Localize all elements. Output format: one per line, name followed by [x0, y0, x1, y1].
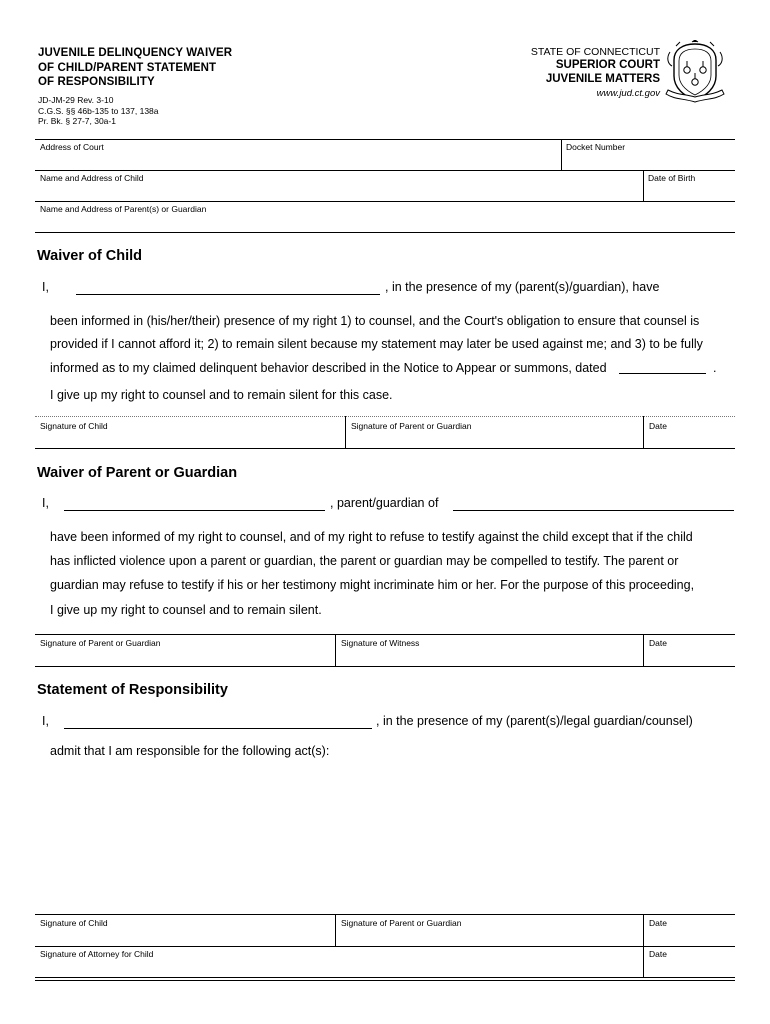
- waiver-child-line-3: informed as to my claimed delinquent behavior described in the Notice to Appear or summons, dated: [50, 361, 607, 375]
- info-bottom-rule: [35, 232, 735, 233]
- child-date-field[interactable]: Date: [649, 421, 667, 431]
- statement-parent-signature-field[interactable]: Signature of Parent or Guardian: [341, 918, 462, 928]
- acts-textarea[interactable]: [50, 766, 734, 912]
- state-name: STATE OF CONNECTICUT: [530, 46, 660, 58]
- waiver-parent-heading: Waiver of Parent or Guardian: [37, 465, 238, 481]
- waiver-parent-i: I,: [42, 496, 49, 510]
- waiver-parent-line-3: guardian may refuse to testify if his or her testimony might incriminate him or her. For the purpose of this proceeding,: [50, 578, 695, 592]
- date-of-birth-field[interactable]: Date of Birth: [648, 173, 696, 183]
- child-sig-divider-2: [643, 416, 644, 448]
- waiver-parent-of: , parent/guardian of: [330, 496, 439, 510]
- waiver-child-i: I,: [42, 280, 49, 294]
- statement-sig-divider-2: [643, 914, 644, 977]
- waiver-parent-line-2: has inflicted violence upon a parent or guardian, the parent or guardian may be compelled to testify. The parent or: [50, 554, 679, 568]
- child-sig-divider-1: [345, 416, 346, 448]
- statement-date-field-1[interactable]: Date: [649, 918, 667, 928]
- division-name: JUVENILE MATTERS: [545, 72, 660, 85]
- child-name-input[interactable]: [76, 294, 380, 295]
- waiver-child-period: .: [713, 361, 717, 375]
- form-meta: [38, 95, 159, 127]
- form-id: JD-JM-29 Rev. 3-10: [38, 95, 114, 105]
- parent-date-field[interactable]: Date: [649, 638, 667, 648]
- practice-book: Pr. Bk. § 27-7, 30a-1: [38, 116, 116, 126]
- child-sig-bottom-rule: [35, 448, 735, 449]
- statutes: C.G.S. §§ 46b-135 to 137, 138a: [38, 105, 159, 116]
- form-title-line-1: JUVENILE DELINQUENCY WAIVER: [38, 47, 233, 59]
- court-heading: [531, 46, 660, 101]
- waiver-child-line-1: been informed in (his/her/their) presence of my right 1) to counsel, and the Court's obligation to ensure that counsel is: [50, 314, 700, 328]
- statement-double-rule: [35, 980, 735, 981]
- waiver-child-line-4: I give up my right to counsel and to remain silent for this case.: [50, 388, 393, 402]
- waiver-parent-line-1: have been informed of my right to counsel, and of my right to refuse to testify against the child except that if the child: [50, 530, 693, 544]
- parent-sig-divider-2: [643, 634, 644, 666]
- statement-admit: admit that I am responsible for the following act(s):: [50, 744, 330, 758]
- address-of-court-field[interactable]: Address of Court: [40, 142, 104, 152]
- waiver-child-line-2: provided if I cannot afford it; 2) to remain silent because my statement may later be used against me; and 3) to be fully: [50, 337, 703, 351]
- child-signature-field[interactable]: Signature of Child: [40, 421, 108, 431]
- statement-heading: Statement of Responsibility: [37, 682, 228, 698]
- parent-sig-top-rule: [35, 634, 735, 635]
- statement-sig-mid-rule: [35, 946, 735, 947]
- parent-name-input[interactable]: [64, 510, 325, 511]
- website[interactable]: www.jud.ct.gov: [596, 88, 660, 99]
- waiver-parent-line-4: I give up my right to counsel and to remain silent.: [50, 603, 322, 617]
- statement-date-field-2[interactable]: Date: [649, 949, 667, 959]
- statement-sig-top-rule: [35, 914, 735, 915]
- attorney-signature-field[interactable]: Signature of Attorney for Child: [40, 949, 154, 959]
- waiver-child-heading: Waiver of Child: [37, 248, 142, 264]
- child-sig-top-rule: [35, 416, 735, 417]
- info-divider-docket: [561, 139, 562, 170]
- info-top-rule: [35, 139, 735, 140]
- parent-signature-field[interactable]: Signature of Parent or Guardian: [40, 638, 161, 648]
- statement-child-signature-field[interactable]: Signature of Child: [40, 918, 108, 928]
- form-title-line-2: OF CHILD/PARENT STATEMENT: [38, 61, 217, 74]
- ct-state-seal-icon: [662, 40, 728, 106]
- docket-number-field[interactable]: Docket Number: [566, 142, 626, 152]
- form-title-line-3: OF RESPONSIBILITY: [38, 76, 155, 88]
- form-title: [38, 46, 232, 90]
- parent-sig-divider-1: [335, 634, 336, 666]
- info-divider-dob: [643, 170, 644, 201]
- statement-sig-bottom-rule: [35, 977, 735, 978]
- waiver-child-presence: , in the presence of my (parent(s)/guardian), have: [385, 280, 660, 294]
- statement-presence: , in the presence of my (parent(s)/legal guardian/counsel): [376, 714, 693, 728]
- child-name-address-field[interactable]: Name and Address of Child: [40, 173, 144, 183]
- parent-sig-bottom-rule: [35, 666, 735, 667]
- info-rule-1: [35, 170, 735, 171]
- statement-i: I,: [42, 714, 49, 728]
- info-rule-2: [35, 201, 735, 202]
- child-parent-signature-field[interactable]: Signature of Parent or Guardian: [351, 421, 472, 431]
- statement-name-input[interactable]: [64, 728, 372, 729]
- notice-date-input[interactable]: [619, 373, 706, 374]
- statement-sig-divider-1: [335, 914, 336, 946]
- court-name: SUPERIOR COURT: [555, 59, 660, 71]
- witness-signature-field[interactable]: Signature of Witness: [341, 638, 420, 648]
- parent-child-name-input[interactable]: [453, 510, 734, 511]
- parent-name-address-field[interactable]: Name and Address of Parent(s) or Guardian: [40, 204, 207, 214]
